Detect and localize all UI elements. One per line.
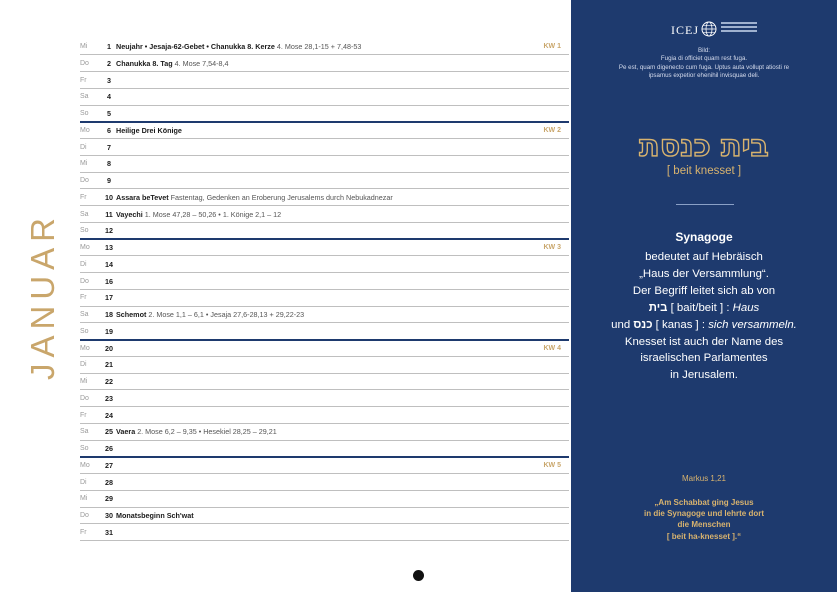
weekday: Di xyxy=(80,260,87,268)
weekday: Sa xyxy=(80,428,89,436)
def-kanas: [ kanas ] : xyxy=(652,318,709,331)
info-panel xyxy=(571,0,837,592)
month-label xyxy=(22,212,62,382)
day-number: 31 xyxy=(105,527,113,537)
weekday: Sa xyxy=(80,93,89,101)
day-entry xyxy=(116,38,361,55)
event-title: Schemot xyxy=(116,310,147,319)
day-number: 8 xyxy=(107,159,111,169)
day-row xyxy=(80,507,569,524)
day-number: 22 xyxy=(105,377,113,386)
day-number: 9 xyxy=(107,176,111,185)
image-caption xyxy=(591,47,817,80)
weekday: Di xyxy=(80,478,87,486)
event-title: Chanukka 8. Tag xyxy=(116,58,173,68)
event-title: Vayechi xyxy=(116,209,143,219)
day-row xyxy=(80,340,569,357)
day-row xyxy=(80,38,569,55)
week-number: KW 4 xyxy=(543,344,561,352)
weekday: Do xyxy=(80,177,89,184)
day-number: 4 xyxy=(107,92,111,102)
day-number: 21 xyxy=(105,360,113,370)
weekday: Mo xyxy=(80,461,90,469)
event-note: Fastentag, Gedenken an Eroberung Jerusalems durch Nebukadnezar xyxy=(170,192,393,202)
weekday: Sa xyxy=(80,311,89,318)
weekday: Mo xyxy=(80,244,90,251)
def-line: „Haus der Versammlung“. xyxy=(639,267,769,280)
day-number: 30 xyxy=(105,511,113,520)
week-number: KW 5 xyxy=(543,461,561,469)
caption-label: Bild: xyxy=(697,47,711,54)
hebrew-bait: בית xyxy=(648,301,668,314)
day-number: 7 xyxy=(107,142,111,152)
day-row xyxy=(80,490,569,507)
day-row xyxy=(80,373,569,390)
event-title: Assara beTevet xyxy=(116,192,169,202)
day-number: 11 xyxy=(105,209,113,219)
weekday: Sa xyxy=(80,210,89,218)
weekday: Fr xyxy=(80,528,87,536)
weekday: Fr xyxy=(80,294,87,302)
day-row xyxy=(80,474,569,491)
day-row xyxy=(80,390,569,407)
day-number: 5 xyxy=(107,109,111,118)
bible-reference: Markus 1,21 xyxy=(681,474,727,483)
day-row xyxy=(80,524,569,541)
day-row xyxy=(80,440,569,457)
quote-line: [ beit ha-knesset ].“ xyxy=(666,531,742,541)
def-line: Der Begriff leitet sich ab von xyxy=(632,284,776,297)
caption-line: Pe est, quam digenecto cum fuga. Uptus auta vollupt atiosti re xyxy=(618,63,790,71)
day-number: 1 xyxy=(107,42,111,51)
logo-subtitle-lines xyxy=(721,22,757,36)
weekday: Do xyxy=(80,512,89,519)
event-title: Heilige Drei Könige xyxy=(116,125,182,135)
definition xyxy=(591,249,817,384)
day-row xyxy=(80,323,569,340)
day-number: 29 xyxy=(105,494,113,504)
day-number: 19 xyxy=(105,326,113,336)
day-row xyxy=(80,155,569,172)
weekday: Mi xyxy=(80,43,88,50)
day-entry xyxy=(116,306,304,323)
day-row xyxy=(80,457,569,474)
day-row xyxy=(80,122,569,139)
quote-line: die Menschen xyxy=(677,520,731,530)
binding-hole xyxy=(413,570,424,581)
day-row xyxy=(80,139,569,156)
day-entry xyxy=(116,507,194,524)
weekday: So xyxy=(80,445,89,452)
transliteration: [ beit knesset ] xyxy=(666,165,742,177)
weekday: Di xyxy=(80,143,87,151)
day-row xyxy=(80,356,569,373)
day-number: 12 xyxy=(105,226,113,236)
weekday: Mo xyxy=(80,126,90,134)
day-number: 18 xyxy=(105,310,113,319)
day-number: 26 xyxy=(105,444,113,453)
day-number: 6 xyxy=(107,125,111,135)
day-number: 24 xyxy=(105,410,113,420)
weekday: Fr xyxy=(80,193,87,201)
weekday: Do xyxy=(80,59,89,67)
weekday: So xyxy=(80,110,89,117)
day-row xyxy=(80,222,569,239)
day-row xyxy=(80,306,569,323)
event-note: 2. Mose 6,2 – 9,35 • Hesekiel 28,25 – 29,21 xyxy=(137,427,277,437)
day-row xyxy=(80,289,569,306)
def-line: Knesset ist auch der Name des xyxy=(624,335,784,348)
weekday: Fr xyxy=(80,411,87,419)
event-title: Monatsbeginn Sch'wat xyxy=(116,511,194,520)
globe-icon xyxy=(701,21,717,37)
day-number: 14 xyxy=(105,259,113,269)
day-row xyxy=(80,423,569,440)
def-line xyxy=(591,317,817,334)
event-note: 1. Mose 47,28 – 50,26 • 1. Könige 2,1 – 12 xyxy=(144,209,282,219)
def-versammeln: sich versammeln. xyxy=(708,318,797,331)
event-title: Vaera xyxy=(116,427,136,437)
event-note: 2. Mose 1,1 – 6,1 • Jesaja 27,6-28,13 + 29,22-23 xyxy=(148,310,305,319)
day-row xyxy=(80,189,569,206)
day-row xyxy=(80,55,569,72)
day-number: 16 xyxy=(105,276,113,286)
month-text: JANUAR xyxy=(24,212,61,380)
event-note: 4. Mose 7,54-8,4 xyxy=(174,58,229,68)
caption-line: Fugia di officiet quam rest fuga. xyxy=(660,55,748,63)
def-line: in Jerusalem. xyxy=(670,369,738,382)
day-number: 27 xyxy=(105,460,113,470)
day-row xyxy=(80,172,569,189)
weekday: Mi xyxy=(80,495,88,503)
weekday: Do xyxy=(80,394,89,402)
def-line xyxy=(591,300,817,317)
week-number: KW 1 xyxy=(543,43,561,50)
weekday: Mi xyxy=(80,160,88,168)
def-und: und xyxy=(611,318,634,331)
weekday: Do xyxy=(80,277,89,285)
day-number: 10 xyxy=(105,192,113,202)
quote-line: in die Synagoge und lehrte dort xyxy=(643,509,764,519)
day-number: 23 xyxy=(105,393,113,403)
divider xyxy=(676,204,734,205)
day-row xyxy=(80,239,569,256)
day-entry xyxy=(116,206,281,223)
day-row xyxy=(80,72,569,89)
event-title: Neujahr • Jesaja-62-Gebet • Chanukka 8. Kerze xyxy=(116,42,275,51)
day-entry xyxy=(116,423,277,440)
day-number: 2 xyxy=(107,58,111,68)
day-row xyxy=(80,407,569,424)
day-row xyxy=(80,256,569,273)
day-number: 20 xyxy=(105,343,113,353)
def-line: israelischen Parlamentes xyxy=(640,352,768,365)
day-number: 28 xyxy=(105,477,113,487)
term-title: Synagoge xyxy=(675,230,733,244)
weekday: Mo xyxy=(80,344,90,352)
day-entry xyxy=(116,55,229,72)
hebrew-title xyxy=(571,125,837,167)
day-number: 25 xyxy=(105,427,113,437)
day-row xyxy=(80,105,569,122)
bible-quote xyxy=(601,497,807,542)
def-haus: Haus xyxy=(732,301,760,314)
weekday: Di xyxy=(80,361,87,369)
day-number: 13 xyxy=(105,243,113,252)
caption-line: ipsamus expetior ehenihil invisquae deli. xyxy=(648,71,760,79)
hebrew-kanas: כנס xyxy=(633,318,653,331)
day-row xyxy=(80,88,569,105)
hebrew-word: בית כנסת xyxy=(639,129,769,164)
week-number: KW 2 xyxy=(543,126,561,134)
def-bait: [ bait/beit ] : xyxy=(667,301,733,314)
quote-line: „Am Schabbat ging Jesus xyxy=(654,498,754,507)
weekday: So xyxy=(80,327,89,335)
weekday: So xyxy=(80,227,89,235)
week-number: KW 3 xyxy=(543,244,561,251)
event-note: 4. Mose 28,1-15 + 7,48-53 xyxy=(276,42,362,51)
logo-text: ICEJ xyxy=(671,23,699,37)
day-row xyxy=(80,273,569,290)
day-number: 17 xyxy=(105,293,113,303)
day-number: 3 xyxy=(107,75,111,85)
row-divider xyxy=(80,540,569,541)
day-entry xyxy=(116,189,393,206)
weekday: Mi xyxy=(80,378,88,385)
weekday: Fr xyxy=(80,76,87,84)
day-row xyxy=(80,206,569,223)
def-line: bedeutet auf Hebräisch xyxy=(645,251,763,263)
day-entry xyxy=(116,122,182,139)
